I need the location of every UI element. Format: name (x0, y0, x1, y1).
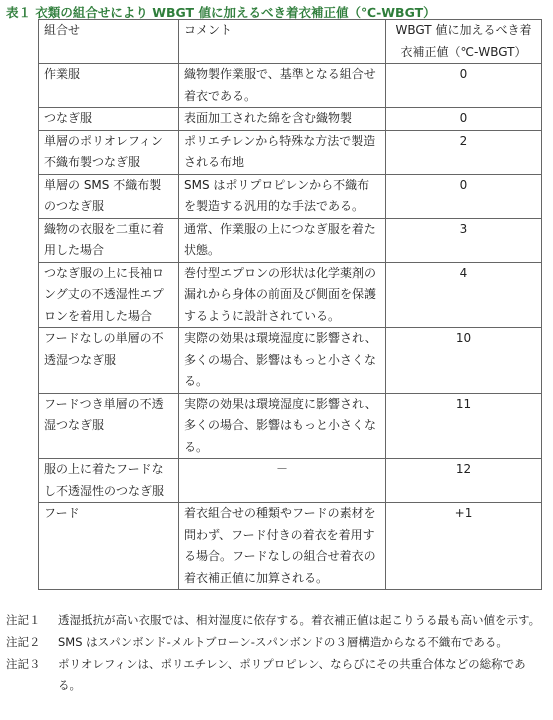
value-cell: 3 (386, 218, 542, 262)
combination-cell: 単層の SMS 不織布製のつなぎ服 (39, 174, 179, 218)
table-row (39, 459, 542, 503)
note-label: 注記２ (6, 635, 41, 649)
value-cell: 10 (386, 328, 542, 394)
table-caption: 表１ 衣類の組合せにより WBGT 値に加えるべき着衣補正値（℃-WBGT） (6, 5, 436, 20)
note-2 (6, 632, 546, 653)
value-cell: 0 (386, 174, 542, 218)
comment-cell: 表面加工された綿を含む織物製 (179, 108, 386, 131)
note-text: SMS はスパンボンド-メルトブローン-スパンボンドの３層構造からなる不織布である。 (58, 635, 508, 649)
header-comment: コメント (179, 20, 386, 64)
combination-cell: フードつき単層の不透湿つなぎ服 (39, 393, 179, 459)
comment-cell: 通常、作業服の上につなぎ服を着た状態。 (179, 218, 386, 262)
table-row (39, 503, 542, 590)
combination-cell: つなぎ服 (39, 108, 179, 131)
value-cell: 12 (386, 459, 542, 503)
value-cell: 4 (386, 262, 542, 328)
combination-cell: フードなしの単層の不透湿つなぎ服 (39, 328, 179, 394)
table-row (39, 393, 542, 459)
header-adjustment-value: WBGT 値に加えるべき着衣補正値（℃-WBGT） (386, 20, 542, 64)
combination-cell: 作業服 (39, 64, 179, 108)
note-label: 注記１ (6, 613, 41, 627)
comment-cell: 実際の効果は環境湿度に影響され、多くの場合、影響はもっと小さくなる。 (179, 393, 386, 459)
comment-cell: SMS はポリプロピレンから不織布を製造する汎用的な手法である。 (179, 174, 386, 218)
note-text: ポリオレフィンは、ポリエチレン、ポリプロピレン、ならびにその共重合体などの総称である。 (58, 657, 526, 692)
comment-cell: 実際の効果は環境湿度に影響され、多くの場合、影響はもっと小さくなる。 (179, 328, 386, 394)
value-cell: +1 (386, 503, 542, 590)
value-cell: 2 (386, 130, 542, 174)
value-cell: 11 (386, 393, 542, 459)
note-1 (6, 610, 546, 631)
table-row (39, 262, 542, 328)
table-row (39, 108, 542, 131)
table-row (39, 64, 542, 108)
clothing-adjustment-table (38, 19, 542, 590)
value-cell: 0 (386, 64, 542, 108)
combination-cell: つなぎ服の上に長袖ロング丈の不透湿性エプロンを着用した場合 (39, 262, 179, 328)
comment-cell: 着衣組合せの種類やフードの素材を問わず、フード付きの着衣を着用する場合。フードなしの組合せ着衣の着衣補正値に加算される。 (179, 503, 386, 590)
table-row (39, 174, 542, 218)
note-label: 注記３ (6, 657, 41, 671)
comment-cell: － (179, 459, 386, 503)
comment-cell: 巻付型エプロンの形状は化学薬剤の漏れから身体の前面及び側面を保護するように設計されている。 (179, 262, 386, 328)
header-combination: 組合せ (39, 20, 179, 64)
combination-cell: 単層のポリオレフィン不織布製つなぎ服 (39, 130, 179, 174)
value-cell: 0 (386, 108, 542, 131)
notes-section (6, 610, 546, 697)
note-3 (6, 654, 546, 696)
combination-cell: 服の上に着たフードなし不透湿性のつなぎ服 (39, 459, 179, 503)
comment-cell: ポリエチレンから特殊な方法で製造される布地 (179, 130, 386, 174)
note-text: 透湿抵抗が高い衣服では、相対湿度に依存する。着衣補正値は起こりうる最も高い値を示す。 (58, 613, 541, 627)
combination-cell: フード (39, 503, 179, 590)
table-row (39, 130, 542, 174)
table-header-row (39, 20, 542, 64)
comment-cell: 織物製作業服で、基準となる組合せ着衣である。 (179, 64, 386, 108)
table-row (39, 328, 542, 394)
combination-cell: 織物の衣服を二重に着用した場合 (39, 218, 179, 262)
table-row (39, 218, 542, 262)
